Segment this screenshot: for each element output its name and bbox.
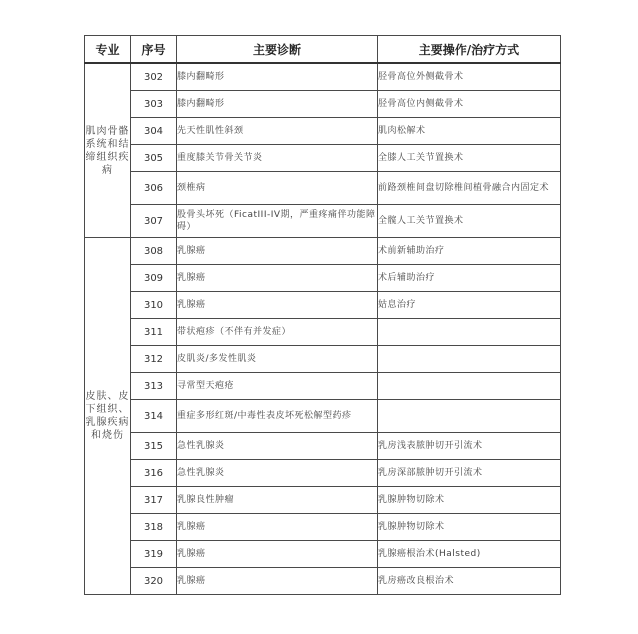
diagnosis-cell: 寻常型天疱疮 [177,373,378,400]
procedure-cell: 全髋人工关节置换术 [378,205,561,238]
procedure-cell: 姑息治疗 [378,292,561,319]
diagnosis-cell: 股骨头坏死（FicatIII-IV期，严重疼痛伴功能障碍） [177,205,378,238]
table-row [85,238,561,265]
procedure-cell [378,373,561,400]
table-row [85,346,561,373]
diagnosis-cell: 急性乳腺炎 [177,433,378,460]
procedure-cell: 胫骨高位外侧截骨术 [378,63,561,91]
row-number-cell: 303 [131,91,177,118]
table-body [85,63,561,595]
row-number-cell: 310 [131,292,177,319]
procedure-cell: 乳腺癌根治术(Halsted) [378,541,561,568]
row-number-cell: 308 [131,238,177,265]
specialty-cell: 皮肤、皮下组织、乳腺疾病和烧伤 [85,238,131,595]
table-row [85,172,561,205]
procedure-cell: 乳腺肿物切除术 [378,514,561,541]
diagnosis-cell: 先天性肌性斜颈 [177,118,378,145]
row-number-cell: 302 [131,63,177,91]
procedure-cell: 术后辅助治疗 [378,265,561,292]
header-number: 序号 [131,36,177,64]
row-number-cell: 319 [131,541,177,568]
table-row [85,373,561,400]
procedure-cell [378,400,561,433]
table-row [85,118,561,145]
diagnosis-cell: 皮肌炎/多发性肌炎 [177,346,378,373]
diagnosis-cell: 颈椎病 [177,172,378,205]
header-specialty: 专业 [85,36,131,64]
procedure-cell: 术前新辅助治疗 [378,238,561,265]
table-row [85,568,561,595]
table-row [85,292,561,319]
row-number-cell: 304 [131,118,177,145]
row-number-cell: 307 [131,205,177,238]
procedure-table [84,35,561,595]
row-number-cell: 309 [131,265,177,292]
procedure-cell: 肌肉松解术 [378,118,561,145]
row-number-cell: 311 [131,319,177,346]
header-procedure: 主要操作/治疗方式 [378,36,561,64]
header-row [85,36,561,64]
diagnosis-cell: 乳腺癌 [177,238,378,265]
table-row [85,265,561,292]
table-row [85,433,561,460]
table-row [85,400,561,433]
table-row [85,487,561,514]
header-diagnosis: 主要诊断 [177,36,378,64]
table-row [85,514,561,541]
procedure-cell: 乳房深部脓肿切开引流术 [378,460,561,487]
diagnosis-cell: 膝内翻畸形 [177,63,378,91]
diagnosis-cell: 乳腺良性肿瘤 [177,487,378,514]
diagnosis-cell: 带状疱疹（不伴有并发症） [177,319,378,346]
row-number-cell: 306 [131,172,177,205]
diagnosis-cell: 膝内翻畸形 [177,91,378,118]
table-row [85,460,561,487]
procedure-cell [378,319,561,346]
procedure-cell: 乳房癌改良根治术 [378,568,561,595]
row-number-cell: 305 [131,145,177,172]
table-row [85,205,561,238]
table-row [85,145,561,172]
diagnosis-cell: 急性乳腺炎 [177,460,378,487]
row-number-cell: 316 [131,460,177,487]
diagnosis-cell: 乳腺癌 [177,568,378,595]
diagnosis-cell: 乳腺癌 [177,265,378,292]
table-row [85,541,561,568]
table-row [85,319,561,346]
row-number-cell: 318 [131,514,177,541]
diagnosis-cell: 重度膝关节骨关节炎 [177,145,378,172]
table-row [85,91,561,118]
diagnosis-cell: 乳腺癌 [177,292,378,319]
row-number-cell: 317 [131,487,177,514]
row-number-cell: 313 [131,373,177,400]
procedure-cell: 前路颈椎间盘切除椎间植骨融合内固定术 [378,172,561,205]
procedure-cell: 乳房浅表脓肿切开引流术 [378,433,561,460]
row-number-cell: 312 [131,346,177,373]
diagnosis-cell: 重症多形红斑/中毒性表皮坏死松解型药疹 [177,400,378,433]
diagnosis-cell: 乳腺癌 [177,514,378,541]
procedure-cell: 胫骨高位内侧截骨术 [378,91,561,118]
row-number-cell: 320 [131,568,177,595]
procedure-cell: 乳腺肿物切除术 [378,487,561,514]
table-row [85,63,561,91]
row-number-cell: 314 [131,400,177,433]
row-number-cell: 315 [131,433,177,460]
procedure-cell: 全膝人工关节置换术 [378,145,561,172]
procedure-cell [378,346,561,373]
diagnosis-cell: 乳腺癌 [177,541,378,568]
specialty-cell: 肌肉骨骼系统和结缔组织疾病 [85,63,131,238]
